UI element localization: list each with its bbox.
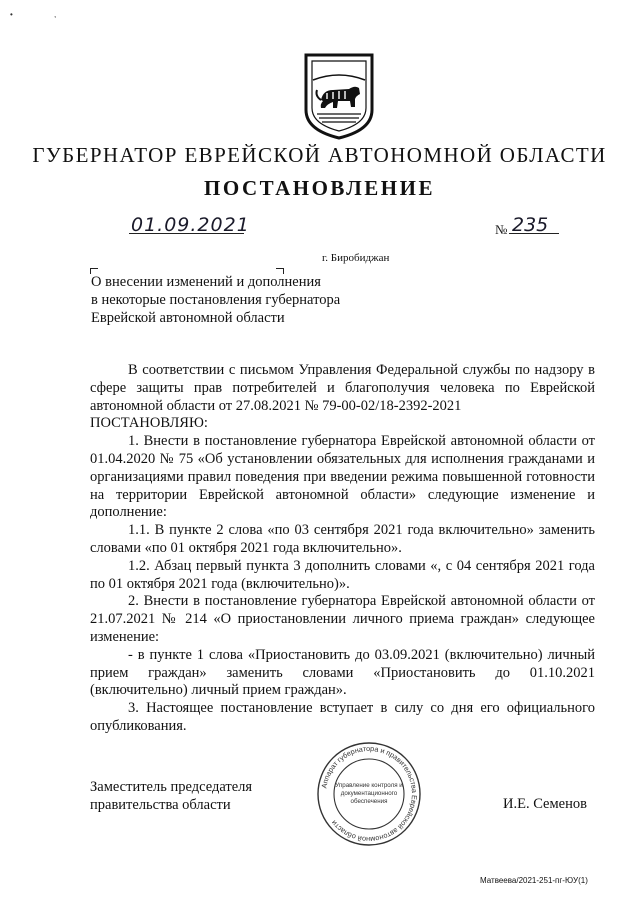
document-number: 235 (512, 214, 549, 236)
body-paragraph-item-2: 2. Внести в постановление губернатора Еврейской автономной области от 21.07.2021 № 214 «О приостановлении личного приема граждан» следующее изменение: (90, 593, 595, 645)
scan-mark: • (10, 10, 13, 19)
executor-code: Матвеева/2021-251-пг-ЮУ(1) (480, 876, 588, 885)
position-line: правительства области (90, 797, 231, 813)
document-subject (91, 273, 340, 327)
number-label: № (495, 222, 508, 237)
subject-line: в некоторые постановления губернатора (91, 292, 341, 308)
official-seal-stamp (315, 741, 423, 847)
coat-of-arms-emblem (303, 52, 375, 140)
seal-inner-line: Управление контроля и (335, 782, 403, 789)
issuing-authority: ГУБЕРНАТОР ЕВРЕЙСКОЙ АВТОНОМНОЙ ОБЛАСТИ (32, 143, 607, 167)
document-type-title: ПОСТАНОВЛЕНИЕ (204, 176, 435, 200)
body-paragraph-item-1-1: 1.1. В пункте 2 слова «по 03 сентября 2021 года включительно» заменить словами «по 01 октября 2021 года включительно». (90, 522, 595, 556)
scan-mark: , (54, 10, 57, 19)
body-paragraph-item-1-2: 1.2. Абзац первый пункта 3 дополнить словами «, с 04 сентября 2021 года по 01 октября 2021 года (включительно)». (90, 557, 595, 592)
body-paragraph-preamble: В соответствии с письмом Управления Федеральной службы по надзору в сфере защиты прав потребителей и благополучия человека по Еврейской автономной области от 27.08.2021 № 79-00-02/18-2392-2021 (90, 362, 595, 414)
body-paragraph-item-2-dash: - в пункте 1 слова «Приостановить до 03.09.2021 (включительно) личный прием граждан» заменить словами «Приостановить до 01.10.2021 (включительно) личный прием граждан». (90, 646, 595, 699)
body-paragraph-item-3: 3. Настоящее постановление вступает в силу со дня его официального опубликования. (90, 700, 595, 734)
city-name: г. Биробиджан (322, 252, 390, 264)
document-date: 01.09.2021 (131, 214, 250, 236)
seal-inner-line: обеспечения (350, 798, 388, 805)
body-paragraph-resolve: ПОСТАНОВЛЯЮ: (90, 415, 208, 432)
seal-inner-line: документационного (340, 790, 398, 797)
document-body (90, 362, 595, 736)
position-line: Заместитель председателя (90, 779, 253, 795)
signatory-name: И.Е. Семенов (503, 796, 587, 812)
seal-outer-text: Аппарат губернатора и правительства Еврейской автономной области (319, 743, 420, 845)
body-paragraph-item-1: 1. Внести в постановление губернатора Еврейской автономной области от 01.04.2020 № 75 «Об установлении обязательных для исполнения гражданами и организациями правил поведения при введении режима повышенной готовности на территории Еврейской автономной области» следующие изменение и дополнение: (90, 433, 595, 521)
signatory-position (90, 778, 252, 814)
subject-line: Еврейской автономной области (91, 310, 285, 326)
subject-line: О внесении изменений и дополнения (91, 274, 321, 290)
